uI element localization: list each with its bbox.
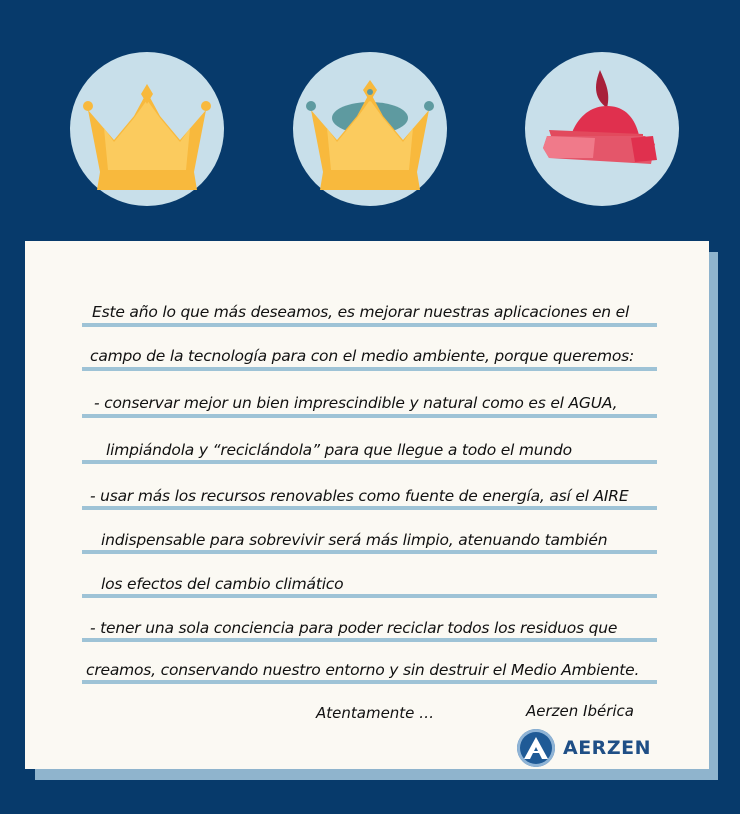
- text-rule: [82, 414, 657, 418]
- letter-line-7: los efectos del cambio climático: [101, 575, 344, 593]
- closing-text: Atentamente …: [316, 704, 435, 722]
- crown-with-cap-icon: [293, 52, 447, 206]
- letter-line-6: indispensable para sobrevivir será más limpio, atenuando también: [101, 531, 608, 549]
- signature-text: Aerzen Ibérica: [526, 702, 634, 720]
- crown-icon: [70, 52, 224, 206]
- letter-line-8: - tener una sola conciencia para poder reciclar todos los residuos que: [90, 619, 618, 637]
- aerzen-logo: [517, 728, 651, 768]
- aerzen-logo-icon: [517, 729, 555, 767]
- text-rule: [82, 506, 657, 510]
- letter-line-4: limpiándola y “reciclándola” para que llegue a todo el mundo: [106, 441, 572, 459]
- letter-line-5: - usar más los recursos renovables como fuente de energía, así el AIRE: [90, 487, 629, 505]
- letter-line-9: creamos, conservando nuestro entorno y sin destruir el Medio Ambiente.: [86, 661, 640, 679]
- text-rule: [82, 367, 657, 371]
- text-rule: [82, 323, 657, 327]
- letter-line-3: - conservar mejor un bien imprescindible y natural como es el AGUA,: [94, 394, 618, 412]
- text-rule: [82, 550, 657, 554]
- aerzen-logo-text: AERZEN: [563, 737, 651, 759]
- text-rule: [82, 460, 657, 464]
- text-rule: [82, 594, 657, 598]
- letter-line-1: Este año lo que más deseamos, es mejorar nuestras aplicaciones en el: [92, 303, 630, 321]
- letter-line-2: campo de la tecnología para con el medio ambiente, porque queremos:: [90, 347, 635, 365]
- text-rule: [82, 638, 657, 642]
- text-rule: [82, 680, 657, 684]
- pointed-hat-icon: [525, 52, 679, 206]
